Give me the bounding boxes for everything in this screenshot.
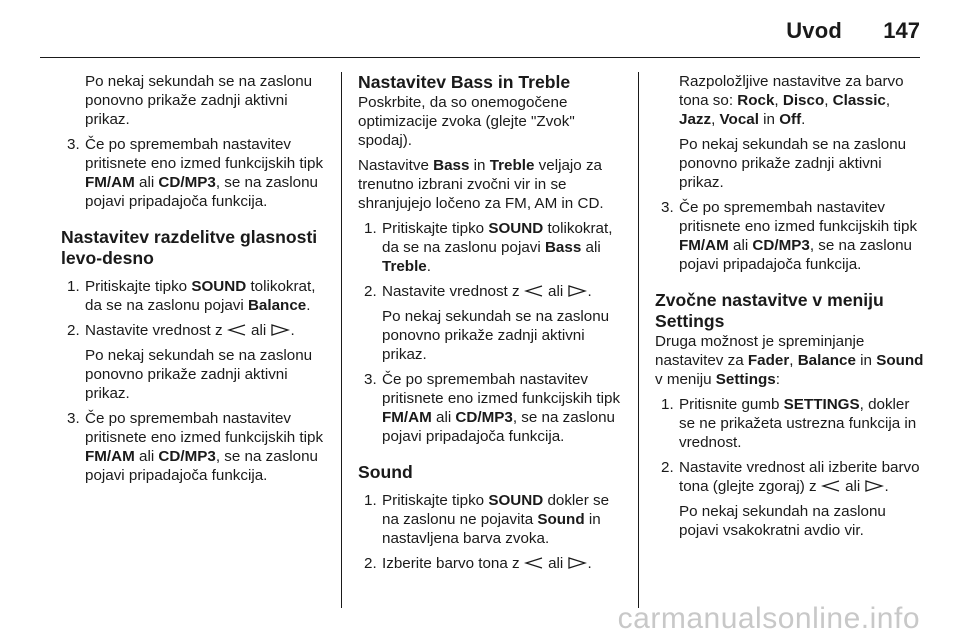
text: . [306, 297, 311, 314]
key-label: CD/MP3 [455, 409, 513, 426]
key-label: Treble [382, 258, 427, 275]
paragraph [655, 332, 925, 389]
text: , dokler se ne prikažeta ustrezna funkcija in vrednost. [679, 396, 917, 451]
text: ali [728, 237, 753, 254]
section-heading: Nastavitev razdelitve glasnosti levo-desno [61, 227, 318, 268]
key-label: CD/MP3 [158, 174, 216, 191]
key-label: FM/AM [382, 409, 432, 426]
section-heading: Zvočne nastavitve v meniju Settings [655, 290, 884, 331]
text: Če po spremembah nastavitev pritisnete eno izmed funkcijskih tipk [85, 136, 324, 172]
paragraph [358, 156, 626, 213]
arrow-right-outline-icon [567, 557, 587, 569]
text: ali [134, 448, 159, 465]
text: ali [251, 322, 271, 339]
key-label: Vocal [719, 111, 759, 128]
text: . [426, 258, 431, 275]
text: ali [581, 239, 601, 256]
arrow-right-outline-icon [864, 480, 884, 492]
text: , [824, 92, 833, 109]
text: Pritiskajte tipko [382, 220, 489, 237]
arrow-left-outline-icon [821, 480, 841, 492]
list-item [61, 321, 329, 340]
list-item [358, 282, 626, 301]
item-number: 1. [67, 278, 80, 295]
page-header [0, 0, 960, 60]
text: tolikokrat, da se na zaslonu pojavi [85, 278, 316, 314]
column-1 [61, 72, 329, 491]
item-number: 1. [364, 492, 377, 509]
list-item [655, 458, 925, 496]
list-item [358, 370, 626, 446]
text: , [774, 92, 783, 109]
text: in [758, 111, 780, 128]
key-label: Classic [832, 92, 886, 109]
text: ali [548, 283, 568, 300]
text: . [587, 283, 592, 300]
page-number: 147 [883, 18, 920, 43]
list-item [61, 409, 329, 485]
text: Pritiskajte tipko [85, 278, 192, 295]
text: ali [548, 555, 568, 572]
paragraph [655, 72, 925, 129]
arrow-right-outline-icon [270, 324, 290, 336]
text: Če po spremembah nastavitev pritisnete eno izmed funkcijskih tipk [382, 371, 621, 407]
text: Razpoložljive nastavitve za barvo tona so: [679, 73, 904, 109]
item-number: 3. [67, 410, 80, 427]
text: Druga možnost je spreminjanje nastavitev za [655, 333, 865, 369]
key-label: Disco [782, 92, 825, 109]
key-label: SETTINGS [783, 396, 860, 413]
key-label: Treble [489, 157, 535, 174]
key-label: Off [779, 111, 802, 128]
text: , [885, 92, 891, 109]
paragraph: Po nekaj sekundah na zaslonu pojavi vsakokratni avdio vir. [679, 503, 886, 539]
key-label: CD/MP3 [158, 448, 216, 465]
column-divider [341, 72, 342, 608]
text: Izberite barvo tona z [382, 555, 524, 572]
text: ali [845, 478, 865, 495]
header-rule [40, 57, 920, 58]
text: veljajo za trenutno izbrani zvočni vir in se shranjujejo ločeno za FM, AM in CD. [358, 157, 604, 212]
list-item [61, 135, 329, 211]
column-divider [638, 72, 639, 608]
key-label: SOUND [488, 492, 544, 509]
arrow-left-outline-icon [524, 557, 544, 569]
text: : [775, 371, 780, 388]
key-label: CD/MP3 [752, 237, 810, 254]
text: Nastavite vrednost z [85, 322, 227, 339]
key-label: SOUND [488, 220, 544, 237]
text: Nastavite vrednost ali izberite barvo tona (glejte zgoraj) z [679, 459, 920, 495]
item-number: 1. [364, 220, 377, 237]
paragraph: Po nekaj sekundah se na zaslonu ponovno prikaže zadnji aktivni prikaz. [85, 347, 313, 402]
item-number: 2. [67, 322, 80, 339]
key-label: Balance [247, 297, 307, 314]
key-label: SOUND [191, 278, 247, 295]
watermark: carmanualsonline.info [617, 602, 920, 635]
text: , [789, 352, 798, 369]
item-number: 3. [364, 371, 377, 388]
text: . [884, 478, 889, 495]
text: Nastavitve [358, 157, 434, 174]
paragraph: Po nekaj sekundah se na zaslonu ponovno prikaže zadnji aktivni prikaz. [679, 136, 907, 191]
key-label: FM/AM [85, 448, 135, 465]
text: . [587, 555, 592, 572]
text: Če po spremembah nastavitev pritisnete eno izmed funkcijskih tipk [679, 199, 918, 235]
arrow-right-outline-icon [567, 285, 587, 297]
key-label: Jazz [679, 111, 712, 128]
item-number: 1. [661, 396, 674, 413]
paragraph: Po nekaj sekundah se na zaslonu ponovno prikaže zadnji aktivni prikaz. [382, 308, 610, 363]
item-number: 2. [661, 459, 674, 476]
section-title: Uvod [786, 18, 842, 43]
key-label: Sound [537, 511, 585, 528]
section-heading: Nastavitev Bass in Treble [358, 72, 571, 92]
list-item [61, 277, 329, 315]
text: in [855, 352, 877, 369]
text: dokler se na zaslonu ne pojavita [382, 492, 610, 528]
column-2 [358, 72, 626, 579]
key-label: Settings [715, 371, 776, 388]
text: . [290, 322, 295, 339]
text: Če po spremembah nastavitev pritisnete eno izmed funkcijskih tipk [85, 410, 324, 446]
column-3 [655, 72, 925, 546]
text: . [801, 111, 806, 128]
item-number: 3. [67, 136, 80, 153]
list-item [358, 554, 626, 573]
text: Pritiskajte tipko [382, 492, 489, 509]
list-item [358, 491, 626, 548]
text: ali [431, 409, 456, 426]
key-label: Rock [737, 92, 775, 109]
list-item [358, 219, 626, 276]
list-item [655, 395, 925, 452]
item-number: 2. [364, 555, 377, 572]
paragraph: Poskrbite, da so onemogočene optimizacije zvoka (glejte "Zvok" spodaj). [358, 94, 575, 149]
paragraph: Po nekaj sekundah se na zaslonu ponovno prikaže zadnji aktivni prikaz. [85, 73, 313, 128]
key-label: FM/AM [679, 237, 729, 254]
text: , se na zaslonu pojavi pripadajoča funkcija. [85, 448, 318, 484]
text: Nastavite vrednost z [382, 283, 524, 300]
section-heading: Sound [358, 462, 413, 482]
text: in nastavljena barva zvoka. [382, 511, 601, 547]
key-label: Bass [433, 157, 470, 174]
key-label: Bass [544, 239, 582, 256]
arrow-left-outline-icon [227, 324, 247, 336]
item-number: 2. [364, 283, 377, 300]
text: , se na zaslonu pojavi pripadajoča funkcija. [679, 237, 912, 273]
key-label: Balance [797, 352, 856, 369]
list-item [655, 198, 925, 274]
arrow-left-outline-icon [524, 285, 544, 297]
key-label: Sound [876, 352, 924, 369]
text: , se na zaslonu pojavi pripadajoča funkcija. [85, 174, 318, 210]
text: in [469, 157, 490, 174]
key-label: Fader [747, 352, 790, 369]
item-number: 3. [661, 199, 674, 216]
text: tolikokrat, da se na zaslonu pojavi [382, 220, 613, 256]
key-label: FM/AM [85, 174, 135, 191]
text: , [711, 111, 720, 128]
text: Pritisnite gumb [679, 396, 784, 413]
text: v meniju [655, 371, 716, 388]
text: , se na zaslonu pojavi pripadajoča funkcija. [382, 409, 615, 445]
text: ali [134, 174, 159, 191]
